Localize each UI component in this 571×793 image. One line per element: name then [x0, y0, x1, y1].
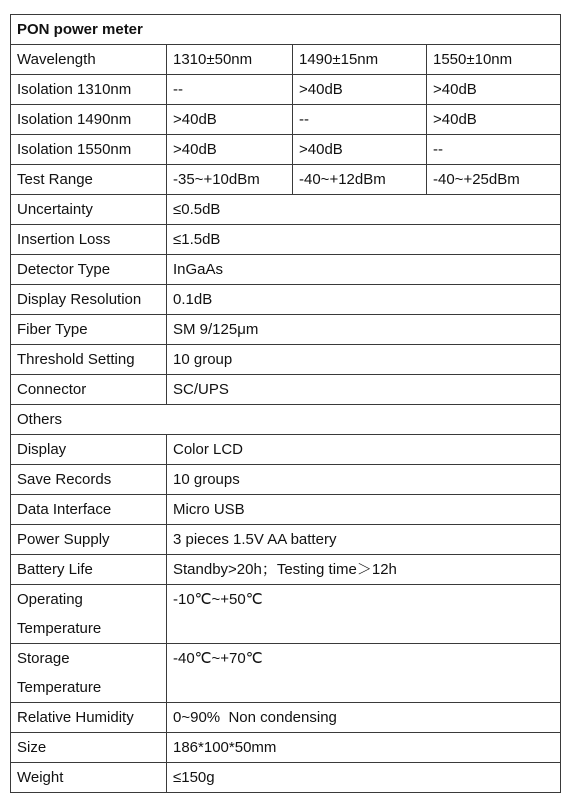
row-label: Detector Type — [11, 255, 167, 285]
cell-value: InGaAs — [167, 255, 561, 285]
row-label: Threshold Setting — [11, 345, 167, 375]
table-row — [11, 225, 561, 255]
table-row — [11, 585, 561, 644]
cell-value: 10 group — [167, 345, 561, 375]
table-title: PON power meter — [11, 15, 561, 45]
cell-value: >40dB — [167, 135, 293, 165]
table-row — [11, 105, 561, 135]
row-label: Insertion Loss — [11, 225, 167, 255]
table-row — [11, 733, 561, 763]
cell-value: Micro USB — [167, 495, 561, 525]
row-label: Connector — [11, 375, 167, 405]
cell-value: -- — [293, 105, 427, 135]
row-label: Display — [11, 435, 167, 465]
cell-value: ≤0.5dB — [167, 195, 561, 225]
section-header-others: Others — [11, 405, 561, 435]
cell-value — [167, 644, 561, 703]
label-line: Operating — [17, 591, 83, 608]
cell-value: 186*100*50mm — [167, 733, 561, 763]
cell-value: >40dB — [427, 75, 561, 105]
row-label: Test Range — [11, 165, 167, 195]
table-row — [11, 495, 561, 525]
spec-table — [10, 14, 561, 793]
cell-value: >40dB — [293, 75, 427, 105]
row-label — [11, 585, 167, 644]
cell-value: 0~90% Non condensing — [167, 703, 561, 733]
table-row — [11, 405, 561, 435]
cell-value: -35~+10dBm — [167, 165, 293, 195]
row-label: Weight — [11, 763, 167, 793]
cell-value: ≤1.5dB — [167, 225, 561, 255]
value-text: -40℃~+70℃ — [173, 650, 263, 667]
cell-value: >40dB — [293, 135, 427, 165]
label-line: Temperature — [17, 679, 102, 696]
table-row — [11, 435, 561, 465]
row-label: Fiber Type — [11, 315, 167, 345]
row-label: Wavelength — [11, 45, 167, 75]
row-label: Isolation 1490nm — [11, 105, 167, 135]
cell-value: 1490±15nm — [293, 45, 427, 75]
cell-value: 1550±10nm — [427, 45, 561, 75]
row-label: Display Resolution — [11, 285, 167, 315]
table-row — [11, 15, 561, 45]
cell-value: 0.1dB — [167, 285, 561, 315]
cell-value: -- — [167, 75, 293, 105]
cell-value: 3 pieces 1.5V AA battery — [167, 525, 561, 555]
row-label: Save Records — [11, 465, 167, 495]
table-row — [11, 255, 561, 285]
cell-value: 10 groups — [167, 465, 561, 495]
table-row — [11, 135, 561, 165]
row-label: Relative Humidity — [11, 703, 167, 733]
table-row — [11, 763, 561, 793]
label-line: Temperature — [17, 620, 102, 637]
table-row — [11, 285, 561, 315]
row-label: Uncertainty — [11, 195, 167, 225]
row-label: Battery Life — [11, 555, 167, 585]
table-row — [11, 165, 561, 195]
cell-value: -40~+25dBm — [427, 165, 561, 195]
cell-value: -40~+12dBm — [293, 165, 427, 195]
row-label: Data Interface — [11, 495, 167, 525]
row-label — [11, 644, 167, 703]
table-row — [11, 375, 561, 405]
cell-value — [167, 585, 561, 644]
table-row — [11, 555, 561, 585]
row-label: Isolation 1310nm — [11, 75, 167, 105]
table-row — [11, 75, 561, 105]
cell-value: >40dB — [427, 105, 561, 135]
row-label: Power Supply — [11, 525, 167, 555]
label-line: Storage — [17, 650, 70, 667]
cell-value: 1310±50nm — [167, 45, 293, 75]
cell-value: SM 9/125μm — [167, 315, 561, 345]
row-label: Size — [11, 733, 167, 763]
table-row — [11, 315, 561, 345]
cell-value: -- — [427, 135, 561, 165]
cell-value: ≤150g — [167, 763, 561, 793]
table-row — [11, 195, 561, 225]
cell-value: >40dB — [167, 105, 293, 135]
cell-value: Color LCD — [167, 435, 561, 465]
table-row — [11, 465, 561, 495]
table-row — [11, 525, 561, 555]
row-label: Isolation 1550nm — [11, 135, 167, 165]
table-row — [11, 644, 561, 703]
table-row — [11, 345, 561, 375]
cell-value: SC/UPS — [167, 375, 561, 405]
table-row — [11, 703, 561, 733]
table-row — [11, 45, 561, 75]
cell-value: Standby>20h；Testing time＞12h — [167, 555, 561, 585]
value-text: -10℃~+50℃ — [173, 591, 263, 608]
